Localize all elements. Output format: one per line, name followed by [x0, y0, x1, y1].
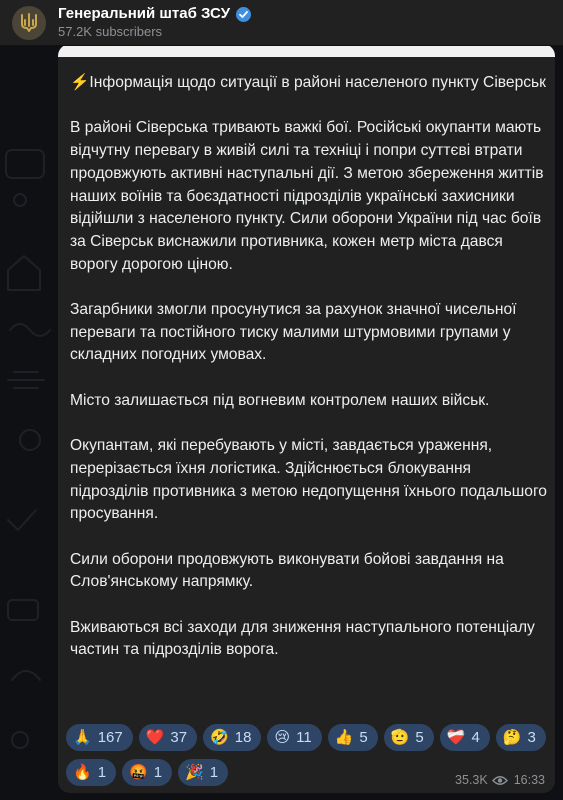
- thinking-emoji-icon: 🤔: [502, 728, 522, 746]
- reaction-heart[interactable]: [139, 724, 197, 751]
- reaction-salute[interactable]: [384, 724, 434, 751]
- rofl-emoji-icon: 🤣: [210, 728, 229, 746]
- reaction-count: 5: [415, 729, 424, 746]
- subscriber-count: 57.2K subscribers: [58, 24, 163, 39]
- verified-badge-icon: [235, 6, 252, 23]
- reaction-rofl[interactable]: [203, 724, 261, 751]
- salute-emoji-icon: 🫡: [390, 728, 410, 746]
- channel-post[interactable]: [58, 44, 555, 793]
- channel-header[interactable]: [0, 0, 563, 46]
- post-time: 16:33: [513, 773, 545, 787]
- reaction-count: 5: [359, 729, 368, 746]
- post-text: [70, 72, 550, 662]
- fire-emoji-icon: 🔥: [73, 763, 92, 781]
- post-paragraph: Загарбники змогли просунутися за рахунок значної чисельної переваги та постійного тиску малими штурмовими групами у складних погодних умовах.: [70, 301, 517, 364]
- post-paragraph: ⚡️Інформація щодо ситуації в районі населеного пункту Сіверськ: [70, 74, 546, 91]
- cursing-emoji-icon: 🤬: [129, 763, 148, 781]
- eye-icon: [492, 775, 508, 786]
- reaction-count: 3: [527, 729, 536, 746]
- reaction-cursing[interactable]: [122, 759, 172, 786]
- thumbs-up-emoji-icon: 👍: [334, 728, 354, 746]
- reaction-count: 37: [170, 729, 188, 746]
- channel-name[interactable]: Генеральний штаб ЗСУ: [58, 5, 231, 22]
- crying-emoji-icon: 😢: [274, 728, 291, 746]
- channel-avatar[interactable]: [12, 6, 46, 40]
- reaction-count: 4: [471, 729, 480, 746]
- reaction-mending-heart[interactable]: [440, 724, 490, 751]
- reaction-party[interactable]: [178, 759, 228, 786]
- post-paragraph: Окупантам, які перебувають у місті, завдається ураження, перерізається їхня логістика. Здійснюється блокування підрозділів противника з метою недопущення їхнього подальшого просування.: [70, 437, 547, 523]
- reaction-count: 11: [296, 729, 312, 746]
- reaction-thumbs-up[interactable]: [328, 724, 378, 751]
- trident-icon: [19, 12, 39, 34]
- heart-emoji-icon: ❤️: [145, 728, 165, 746]
- reaction-count: 1: [153, 764, 163, 781]
- reaction-crying[interactable]: [267, 724, 321, 751]
- view-count: 35.3K: [455, 773, 488, 787]
- post-paragraph: Вживаються всі заходи для зниження наступального потенціалу частин та підрозділів ворога.: [70, 618, 535, 659]
- post-paragraph: В районі Сіверська тривають важкі бої. Російські окупанти мають відчутну перевагу в живій силі та техніці і попри суттєві втрати продовжують активні наступальні дії. З метою збереження життів наших воїнів та боєздатності підрозділів українські захисники відійшли з населеного пункту. Сили оборони України під час боїв за Сіверськ виснажили противника, кожен метр міста дався ворогу дорогою ціною.: [70, 119, 544, 273]
- reaction-pray[interactable]: [66, 724, 133, 751]
- pray-emoji-icon: 🙏: [73, 728, 92, 746]
- reaction-count: 1: [97, 764, 107, 781]
- reaction-count: 1: [209, 764, 219, 781]
- post-paragraph: Сили оборони продовжують виконувати бойові завдання на Слов'янському напрямку.: [70, 550, 504, 591]
- mending-heart-emoji-icon: ❤️‍🩹: [446, 728, 466, 746]
- reaction-count: 18: [234, 729, 252, 746]
- post-meta: [455, 773, 545, 787]
- party-popper-emoji-icon: 🎉: [185, 763, 204, 781]
- reaction-count: 167: [97, 729, 123, 746]
- reaction-thinking[interactable]: [496, 724, 546, 751]
- reaction-fire[interactable]: [66, 759, 116, 786]
- post-paragraph: Місто залишається під вогневим контролем наших військ.: [70, 391, 490, 409]
